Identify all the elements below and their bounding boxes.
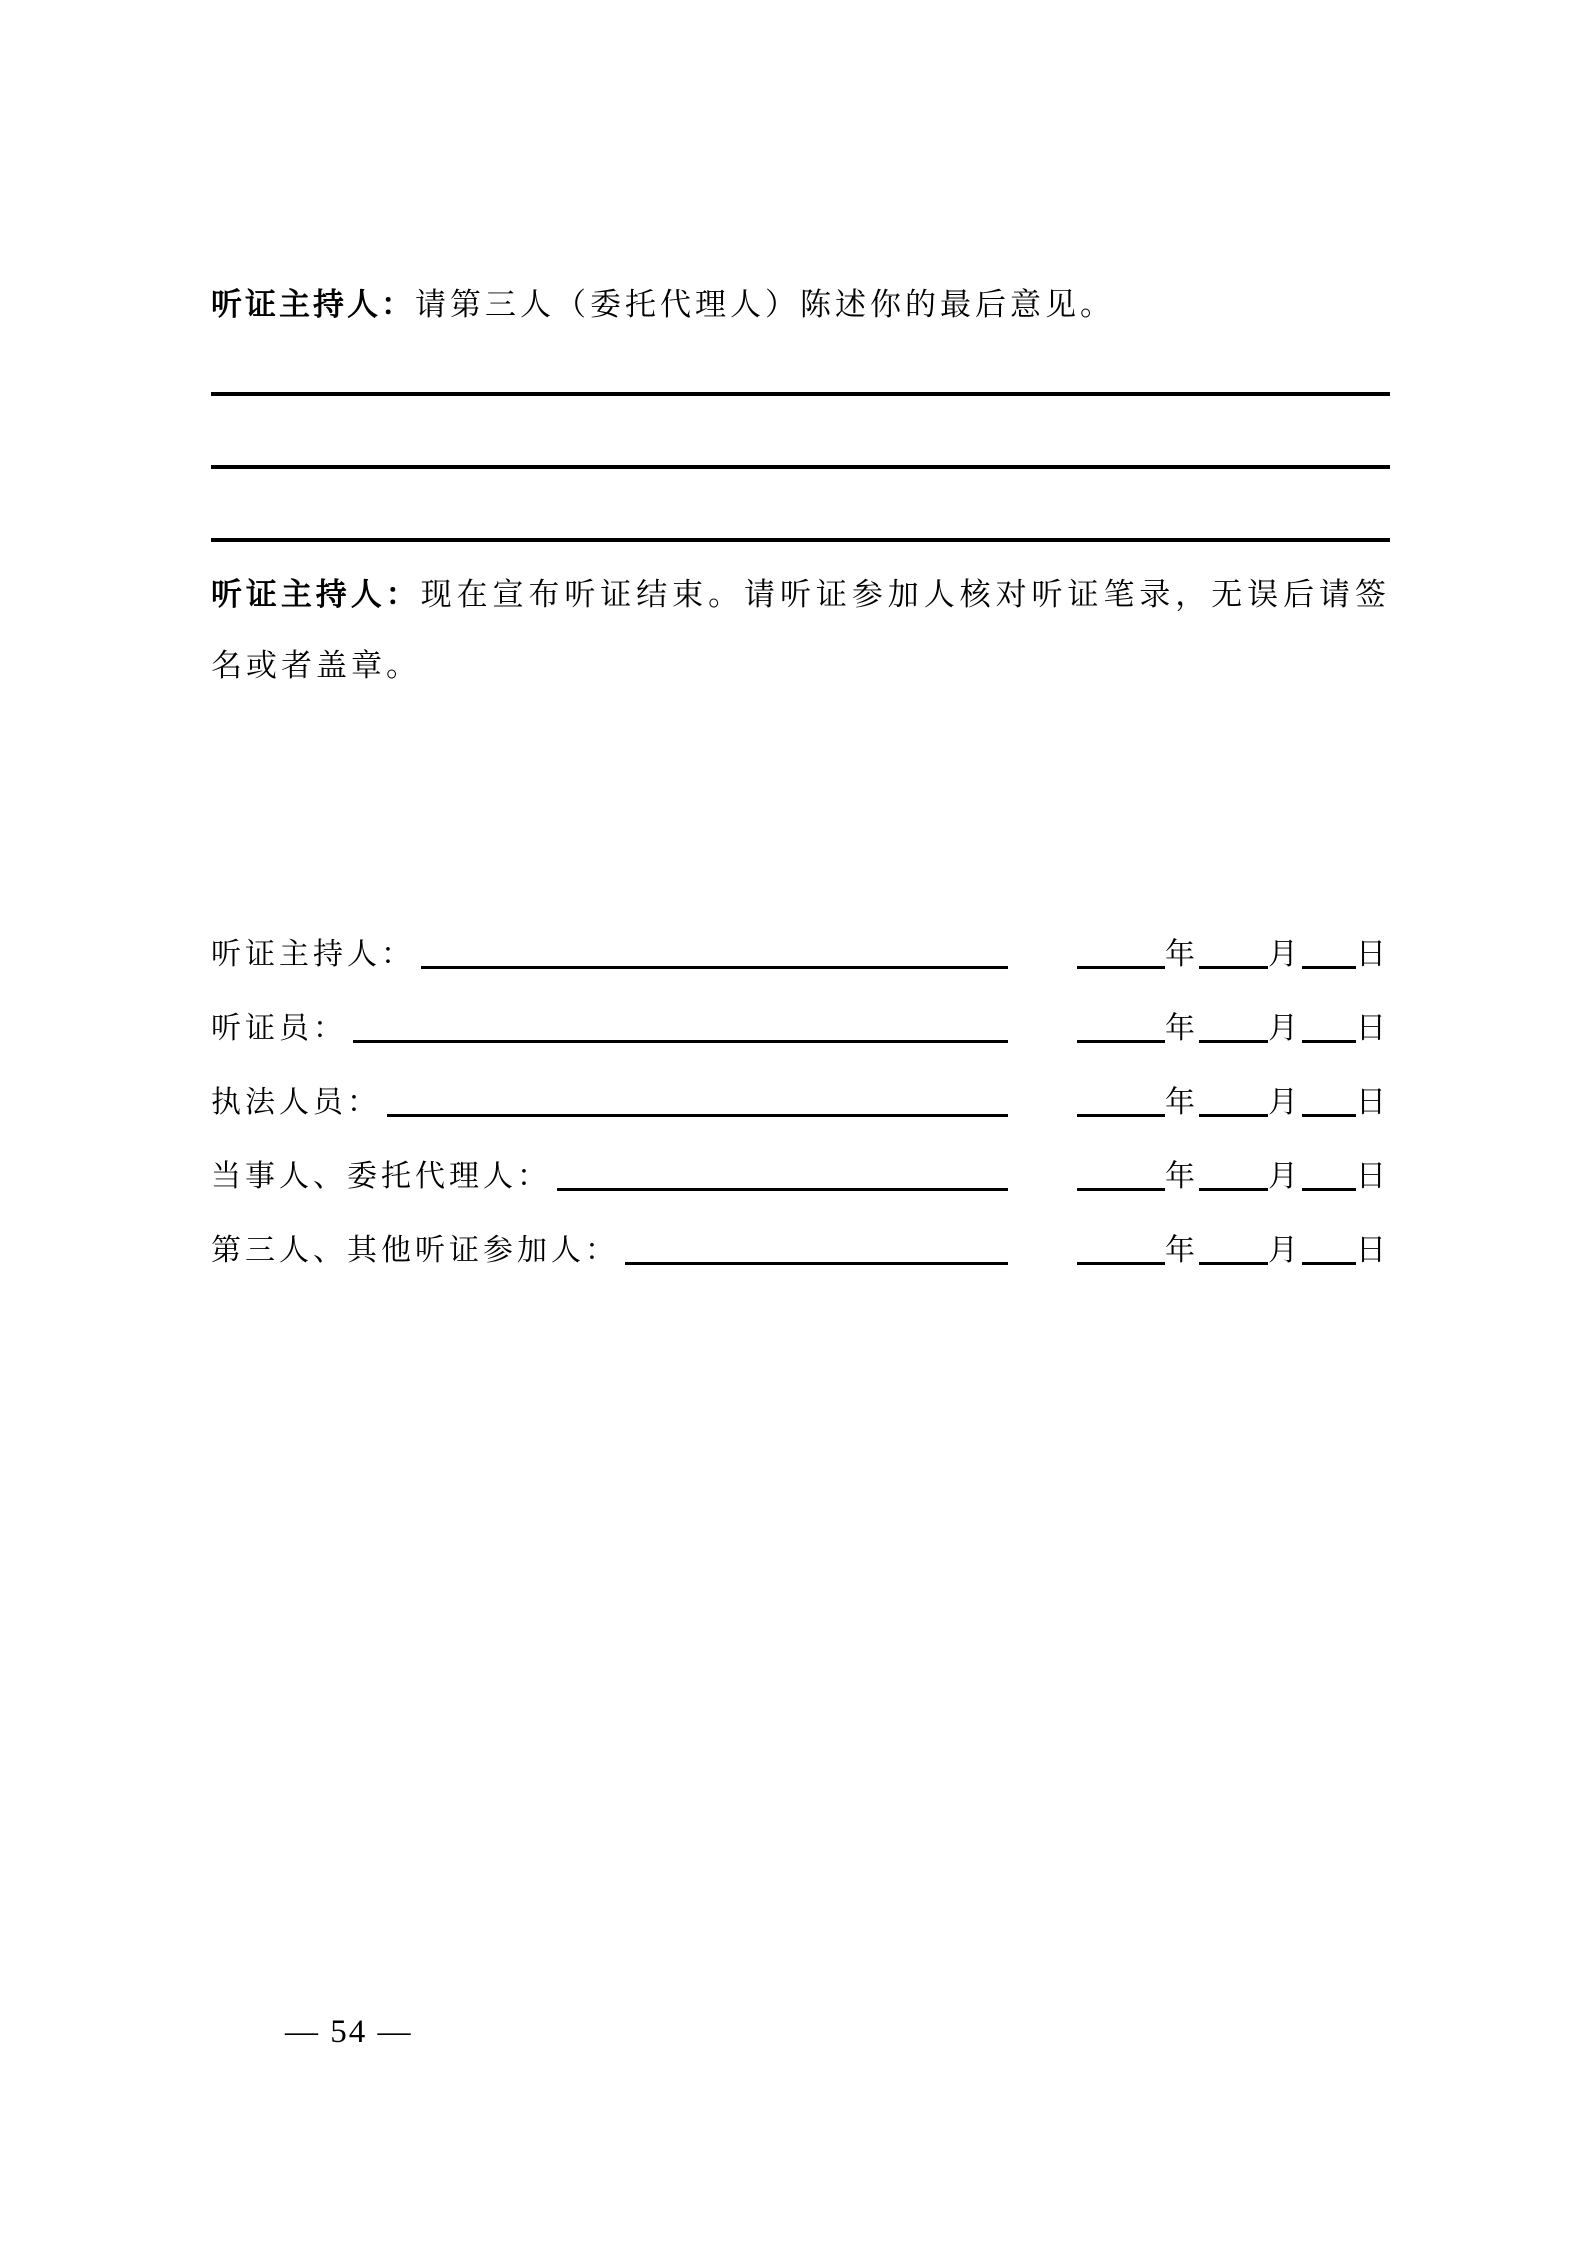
signature-row-label: 执法人员： (211, 1086, 381, 1119)
year-character: 年 (1165, 1012, 1199, 1045)
date-blank-month-line (1199, 1188, 1268, 1191)
date-blank-group (1060, 1085, 1390, 1121)
date-blank-day-line (1302, 1262, 1356, 1265)
month-character: 月 (1268, 1160, 1302, 1193)
signature-blank-line (557, 1188, 1008, 1191)
host-statement-1 (211, 282, 1390, 328)
signature-section (211, 899, 1390, 1269)
month-character: 月 (1268, 1234, 1302, 1267)
day-character: 日 (1356, 938, 1390, 971)
signature-row-hearing-officer (211, 973, 1390, 1047)
year-character: 年 (1165, 938, 1199, 971)
signature-row-enforcement-staff (211, 1047, 1390, 1121)
date-blank-month-line (1199, 966, 1268, 969)
date-blank-day-line (1302, 966, 1356, 969)
signature-blank-line (421, 966, 1008, 969)
month-character: 月 (1268, 938, 1302, 971)
signature-row-third-party-participants (211, 1195, 1390, 1269)
statement-text: 请第三人（委托代理人）陈述你的最后意见。 (415, 287, 1115, 322)
signature-row-label: 听证主持人： (211, 938, 415, 971)
writing-line (211, 538, 1390, 542)
date-blank-year-line (1077, 1040, 1165, 1043)
date-blank-year-line (1077, 1188, 1165, 1191)
year-character: 年 (1165, 1160, 1199, 1193)
date-blank-month-line (1199, 1040, 1268, 1043)
signature-row-label: 当事人、委托代理人： (211, 1160, 551, 1193)
month-character: 月 (1268, 1012, 1302, 1045)
date-blank-day-line (1302, 1040, 1356, 1043)
speaker-label: 听证主持人： (211, 577, 421, 612)
year-character: 年 (1165, 1086, 1199, 1119)
host-statement-2 (211, 559, 1390, 701)
date-blank-group (1060, 937, 1390, 973)
signature-row-host (211, 899, 1390, 973)
signature-row-label: 听证员： (211, 1012, 347, 1045)
date-blank-year-line (1077, 966, 1165, 969)
date-blank-day-line (1302, 1188, 1356, 1191)
statement-text: 现在宣布听证结束。请听证参加人核对听证笔录，无误后请签名或者盖章。 (211, 577, 1390, 683)
day-character: 日 (1356, 1160, 1390, 1193)
date-blank-year-line (1077, 1262, 1165, 1265)
signature-row-label: 第三人、其他听证参加人： (211, 1234, 619, 1267)
page-number: — 54 — (285, 2014, 413, 2050)
writing-line (211, 465, 1390, 469)
day-character: 日 (1356, 1234, 1390, 1267)
speaker-label: 听证主持人： (211, 287, 415, 322)
writing-line (211, 392, 1390, 396)
date-blank-group (1060, 1011, 1390, 1047)
signature-blank-line (387, 1114, 1008, 1117)
signature-row-party-agent (211, 1121, 1390, 1195)
signature-blank-line (625, 1262, 1008, 1265)
date-blank-group (1060, 1159, 1390, 1195)
month-character: 月 (1268, 1086, 1302, 1119)
signature-blank-line (353, 1040, 1008, 1043)
day-character: 日 (1356, 1086, 1390, 1119)
date-blank-month-line (1199, 1114, 1268, 1117)
date-blank-day-line (1302, 1114, 1356, 1117)
day-character: 日 (1356, 1012, 1390, 1045)
year-character: 年 (1165, 1234, 1199, 1267)
date-blank-month-line (1199, 1262, 1268, 1265)
date-blank-group (1060, 1233, 1390, 1269)
date-blank-year-line (1077, 1114, 1165, 1117)
